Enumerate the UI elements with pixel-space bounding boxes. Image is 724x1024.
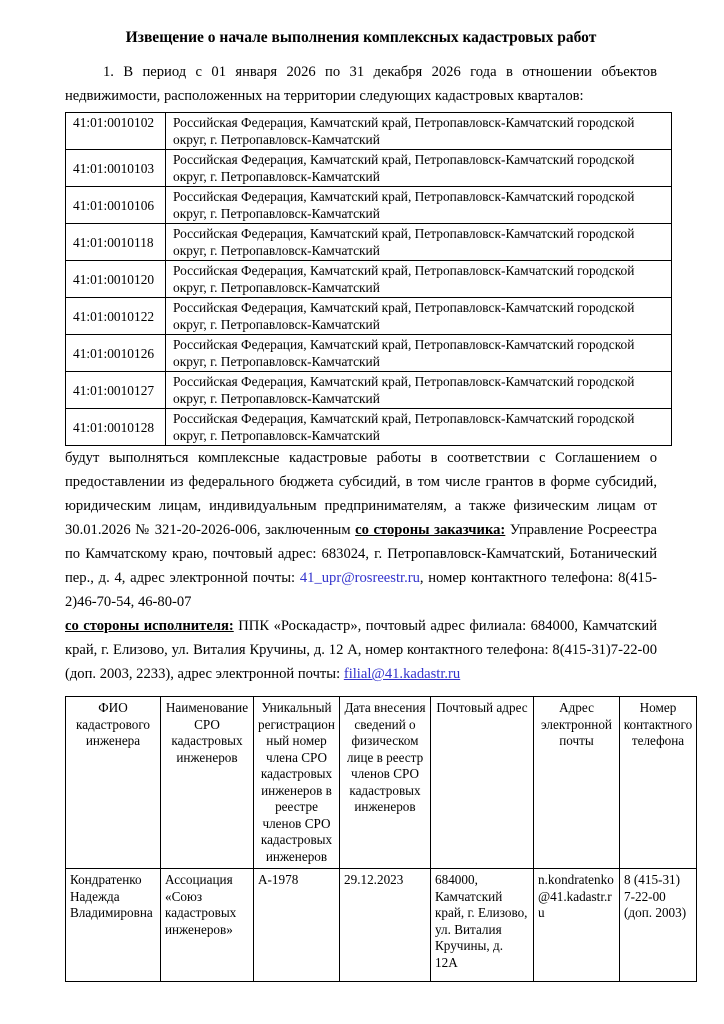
- postal-address-cell: 684000, Камчатский край, г. Елизово, ул. Виталия Кручины, д. 12А: [431, 869, 534, 982]
- quarter-code-cell: 41:01:0010120: [66, 261, 166, 298]
- agreement-text-1: будут выполняться комплексные кадастровые работы в соответствии с Соглашением о предоставлении из федерального бюджета субсидий, в том числе грантов в форме субсидий, юридическим лицам, индивидуальным предпринимателям, а также физическим лицам от 30.01.2026 № 321-20-2026-006, заключенным: [65, 450, 657, 538]
- table-row: [66, 261, 672, 298]
- table-row: [66, 150, 672, 187]
- engineer-name-cell: Кондратенко Надежда Владимировна: [66, 869, 161, 982]
- header-registration-number: Уникальный регистрационный номер члена СРО кадастровых инженеров в реестре членов СРО кадастровых инженеров: [254, 697, 340, 869]
- quarter-code-cell: 41:01:0010126: [66, 335, 166, 372]
- quarter-location-cell: Российская Федерация, Камчатский край, Петропавловск-Камчатский городской округ, г. Петропавловск-Камчатский: [166, 298, 672, 335]
- phone-cell: 8 (415-31) 7-22-00 (доп. 2003): [620, 869, 697, 982]
- header-engineer-name: ФИО кадастрового инженера: [66, 697, 161, 869]
- header-email: Адрес электронной почты: [534, 697, 620, 869]
- quarter-code-cell: 41:01:0010118: [66, 224, 166, 261]
- table-row: [66, 869, 697, 982]
- quarter-location-cell: Российская Федерация, Камчатский край, Петропавловск-Камчатский городской округ, г. Петропавловск-Камчатский: [166, 261, 672, 298]
- intro-paragraph: 1. В период с 01 января 2026 по 31 декабря 2026 года в отношении объектов недвижимости, расположенных на территории следующих кадастровых кварталов:: [65, 64, 657, 104]
- quarter-location-cell: Российская Федерация, Камчатский край, Петропавловск-Камчатский городской округ, г. Петропавловск-Камчатский: [166, 187, 672, 224]
- table-row: [66, 409, 672, 446]
- table-row: [66, 113, 672, 150]
- document-title: Извещение о начале выполнения комплексных кадастровых работ: [125, 29, 597, 46]
- agreement-text-2: Управление Росреестра по Камчатскому краю, почтовый адрес: 683024, г. Петропавловск-Камчатский, Ботанический пер., д. 4, адрес электронной почты:: [65, 522, 657, 586]
- agreement-paragraph: [65, 446, 657, 614]
- executor-label: со стороны исполнителя:: [65, 618, 234, 634]
- quarter-code-cell: 41:01:0010103: [66, 150, 166, 187]
- customer-email-link[interactable]: 41_upr@rosreestr.ru: [299, 570, 420, 586]
- executor-text: ППК «Роскадастр», почтовый адрес филиала: 684000, Камчатский край, г. Елизово, ул. Виталия Кручины, д. 12 А, номер контактного телефона: 8(415-31)7-22-00 (доп. 2003, 2233), адрес электронной почты:: [65, 618, 657, 682]
- cadastral-engineers-table: [65, 696, 697, 982]
- registration-number-cell: А-1978: [254, 869, 340, 982]
- email-cell: n.kondratenko@41.kadastr.ru: [534, 869, 620, 982]
- quarter-location-cell: Российская Федерация, Камчатский край, Петропавловск-Камчатский городской округ, г. Петропавловск-Камчатский: [166, 335, 672, 372]
- header-registry-date: Дата внесения сведений о физическом лице в реестр членов СРО кадастровых инженеров: [340, 697, 431, 869]
- quarter-location-cell: Российская Федерация, Камчатский край, Петропавловск-Камчатский городской округ, г. Петропавловск-Камчатский: [166, 150, 672, 187]
- header-postal-address: Почтовый адрес: [431, 697, 534, 869]
- customer-label: со стороны заказчика:: [355, 522, 506, 538]
- cadastral-quarters-table: [65, 112, 672, 446]
- registry-date-cell: 29.12.2023: [340, 869, 431, 982]
- table-row: [66, 298, 672, 335]
- table-row: [66, 335, 672, 372]
- table-row: [66, 224, 672, 261]
- quarter-location-cell: Российская Федерация, Камчатский край, Петропавловск-Камчатский городской округ, г. Петропавловск-Камчатский: [166, 113, 672, 150]
- header-sro-name: Наименование СРО кадастровых инженеров: [161, 697, 254, 869]
- quarter-code-cell: 41:01:0010106: [66, 187, 166, 224]
- quarter-code-cell: 41:01:0010128: [66, 409, 166, 446]
- quarter-location-cell: Российская Федерация, Камчатский край, Петропавловск-Камчатский городской округ, г. Петропавловск-Камчатский: [166, 224, 672, 261]
- table-row: [66, 187, 672, 224]
- quarter-location-cell: Российская Федерация, Камчатский край, Петропавловск-Камчатский городской округ, г. Петропавловск-Камчатский: [166, 372, 672, 409]
- quarter-code-cell: 41:01:0010127: [66, 372, 166, 409]
- agreement-text-3: , номер контактного телефона: 8(415-2)46-70-54, 46-80-07: [65, 570, 657, 610]
- executor-email-link[interactable]: filial@41.kadastr.ru: [343, 666, 461, 682]
- table-row: [66, 372, 672, 409]
- sro-name-cell: Ассоциация «Союз кадастровых инженеров»: [161, 869, 254, 982]
- table-header-row: [66, 697, 697, 869]
- quarter-location-cell: Российская Федерация, Камчатский край, Петропавловск-Камчатский городской округ, г. Петропавловск-Камчатский: [166, 409, 672, 446]
- quarter-code-cell: 41:01:0010102: [66, 113, 166, 150]
- quarter-code-cell: 41:01:0010122: [66, 298, 166, 335]
- executor-paragraph: [65, 614, 657, 686]
- header-phone: Номер контактного телефона: [620, 697, 697, 869]
